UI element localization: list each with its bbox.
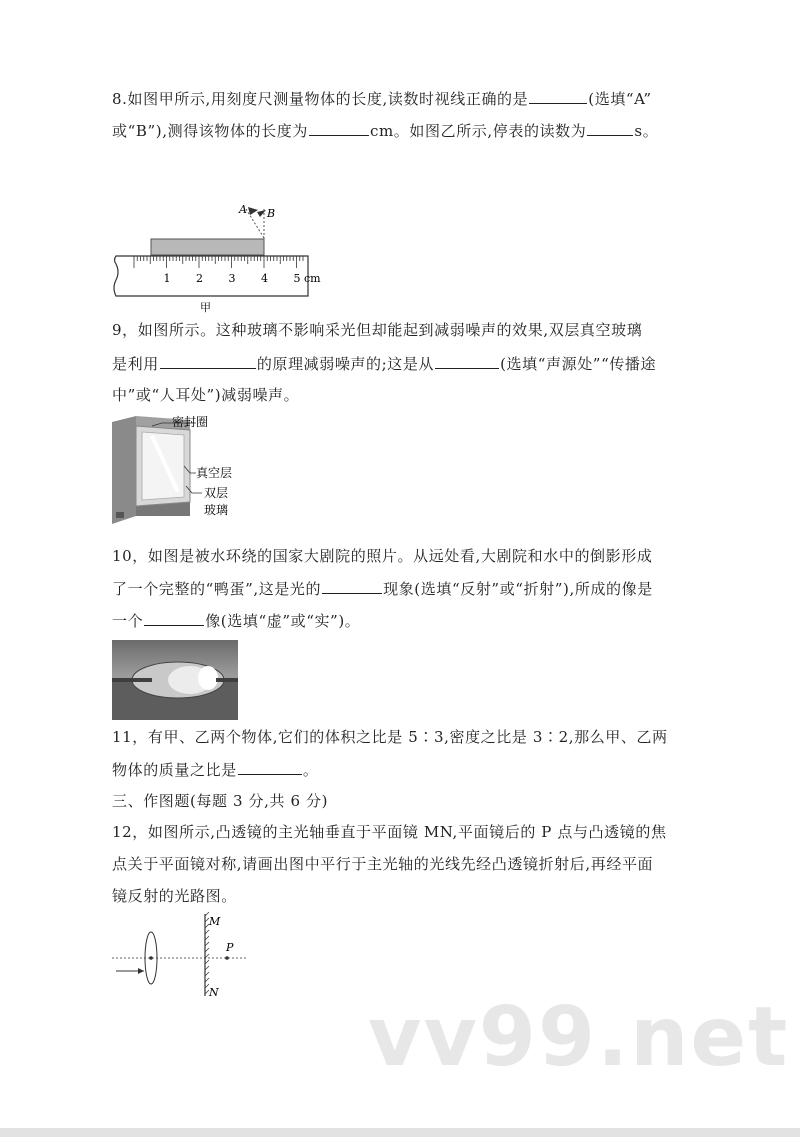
- answer-blank: [587, 120, 633, 136]
- mirror-hatch-mark: [205, 936, 209, 940]
- ruler-tick-label: 2: [196, 272, 203, 285]
- ruler-tick-label: 3: [228, 272, 236, 285]
- q12-line-1: 12，如图所示,凸透镜的主光轴垂直于平面镜 MN,平面镜后的 P 点与凸透镜的焦: [112, 823, 667, 841]
- q8-line-1: 8.如图甲所示,用刻度尺测量物体的长度,读数时视线正确的是 (选填“A”: [112, 90, 652, 108]
- mirror-hatch-mark: [205, 972, 209, 976]
- grand-theatre-photo: [112, 640, 238, 720]
- q9-line-3: 中”或“人耳处”)减弱噪声。: [112, 386, 300, 404]
- page-bottom-edge: [0, 1128, 800, 1137]
- mirror-hatch-mark: [205, 960, 209, 964]
- label-m: M: [209, 915, 221, 928]
- answer-blank: [238, 759, 302, 775]
- label-vacuum-layer: 真空层: [196, 466, 233, 480]
- window-frame-diagram: [112, 416, 252, 528]
- double-glass-figure: [112, 416, 252, 528]
- answer-blank: [529, 88, 587, 104]
- sight-label-b: B: [267, 207, 276, 220]
- ruler-tick-label: 1: [163, 272, 171, 285]
- figure-caption-jia: 甲: [200, 301, 211, 314]
- mirror-hatch-mark: [205, 930, 209, 934]
- frame-side: [112, 416, 136, 524]
- watermark: vv99.net: [368, 990, 790, 1085]
- answer-blank: [435, 353, 499, 369]
- label-n: N: [209, 986, 219, 999]
- q10-line-2: 了一个完整的“鸭蛋”,这是光的 现象(选填“反射”或“折射”),所成的像是: [112, 580, 653, 598]
- label-double-layer: 双层: [204, 486, 229, 500]
- ruler-body: [114, 256, 308, 296]
- eye-b-icon: [257, 210, 266, 217]
- lens-mirror-diagram: [110, 912, 250, 998]
- ruler-diagram: [110, 198, 321, 316]
- label-glass: 玻璃: [204, 503, 229, 517]
- measured-object: [151, 239, 264, 255]
- point-p: [225, 956, 229, 960]
- section-heading: 三、作图题(每题 3 分,共 6 分): [112, 792, 329, 810]
- theatre-photo-image: [112, 640, 238, 720]
- mirror-hatch-mark: [205, 966, 209, 970]
- mirror-hatch-mark: [205, 948, 209, 952]
- answer-blank: [144, 610, 204, 626]
- mirror-hatch-mark: [205, 954, 209, 958]
- ruler-tick-label: 4: [261, 272, 268, 285]
- q10-line-3: 一个 像(选填“虚”或“实”)。: [112, 612, 361, 630]
- q9-line-1: 9，如图所示。这种玻璃不影响采光但却能起到减弱噪声的效果,双层真空玻璃: [112, 321, 643, 339]
- ruler-figure: [110, 198, 321, 316]
- ray-arrow-icon: [138, 968, 144, 974]
- mirror-hatch-mark: [205, 942, 209, 946]
- lens-mirror-figure: [110, 912, 250, 998]
- answer-blank: [322, 578, 382, 594]
- answer-blank: [309, 120, 369, 136]
- q11-line-2: 物体的质量之比是 。: [112, 761, 319, 779]
- label-seal-ring: 密封圈: [172, 415, 209, 429]
- q11-line-1: 11，有甲、乙两个物体,它们的体积之比是 5∶3,密度之比是 3∶2,那么甲、乙两: [112, 728, 668, 746]
- q9-line-2: 是利用 的原理减弱噪声的;这是从 (选填“声源处”“传播途: [112, 355, 657, 373]
- q12-line-3: 镜反射的光路图。: [112, 887, 237, 905]
- sight-label-a: A: [239, 203, 247, 216]
- ruler-tick-label: 5 cm: [293, 272, 321, 285]
- mirror-hatch-mark: [205, 978, 209, 982]
- q8-line-2: 或“B”),测得该物体的长度为 cm。如图乙所示,停表的读数为 s。: [112, 122, 659, 140]
- q10-line-1: 10，如图是被水环绕的国家大剧院的照片。从远处看,大剧院和水中的倒影形成: [112, 547, 653, 565]
- label-p: P: [226, 941, 234, 954]
- answer-blank: [160, 353, 256, 369]
- q12-line-2: 点关于平面镜对称,请画出图中平行于主光轴的光线先经凸透镜折射后,再经平面: [112, 855, 654, 873]
